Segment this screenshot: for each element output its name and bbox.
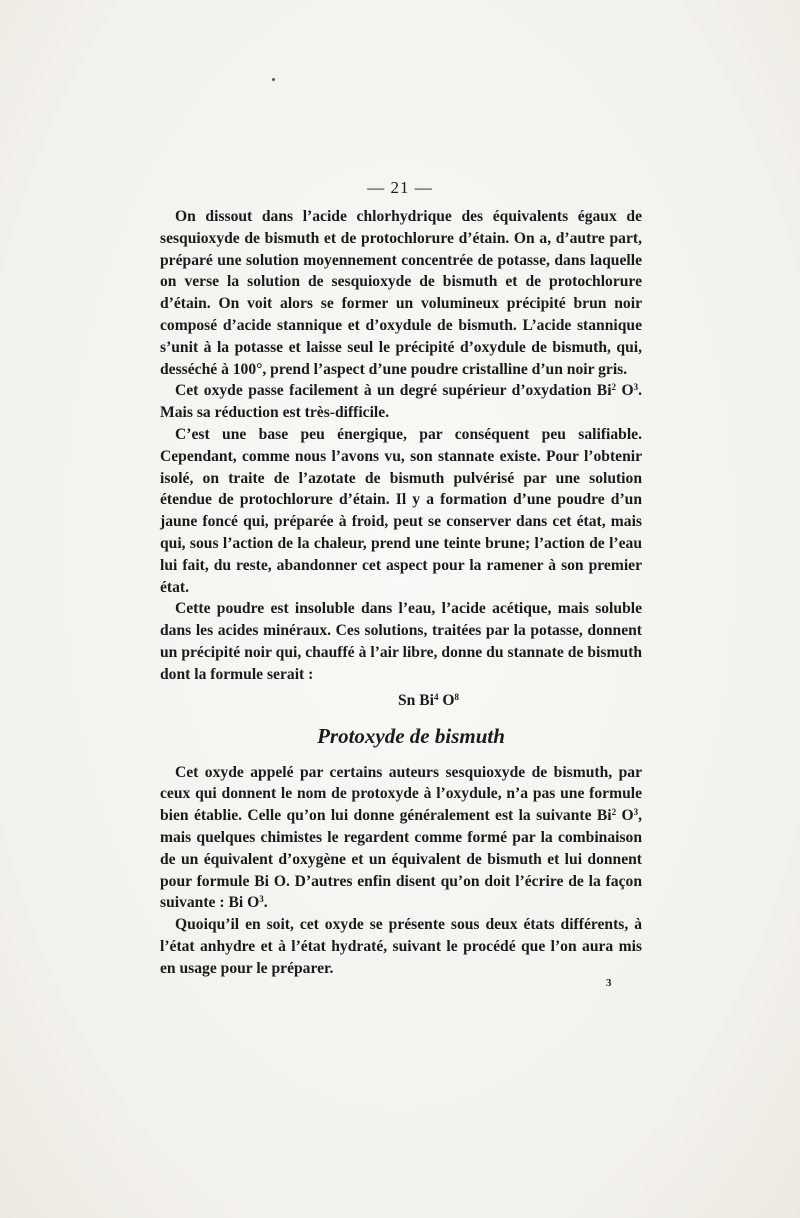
formula-o: O bbox=[438, 691, 455, 709]
oxidation-text-lead: Cet oxyde passe facilement à un degré supérieur d’oxydation Bi bbox=[175, 382, 612, 400]
protoxyde-text-lead: Cet oxyde appelé par certains auteurs sesquioxyde de bismuth, par ceux qui donnent le nom de protoxyde à l’oxydule, n’a pas une formule bien établie. Celle qu’on lui donne généralement est la suivante Bi bbox=[160, 763, 642, 825]
protoxyde-text-middle: , mais quelques chimistes le regardent comme formé par la combinaison de un équivalent d’oxygène et un équivalent de bismuth et lui donnent pour formule Bi O. D’autres enfin disent qu’on doit l’écrire de la façon suivante : Bi O bbox=[160, 807, 642, 912]
signature-mark: 3 bbox=[606, 977, 612, 989]
paper-speck bbox=[272, 78, 275, 81]
protoxyde-sub-c: 3 bbox=[259, 894, 264, 905]
oxidation-sub-b: 3 bbox=[633, 382, 639, 393]
protoxyde-sub-b: 3 bbox=[633, 807, 639, 818]
protoxyde-text-mid: O bbox=[616, 807, 634, 825]
paragraph-base: C’est une base peu énergique, par conséquent peu salifiable. Cependant, comme nous l’avons vu, son stannate existe. Pour l’obtenir isolé, on traite de l’azotate de bismuth pulvérisé par une solution étendue de protochlorure d’étain. Il y a formation d’une poudre d’un jaune foncé qui, préparée à froid, peut se conserver dans cet état, mais qui, sous l’action de la chaleur, prend une teinte brune; l’action de l’eau lui fait, du reste, abandonner cet aspect pour la ramener à son premier état. bbox=[160, 425, 642, 596]
page-number: — 21 — bbox=[367, 178, 433, 197]
stannate-formula bbox=[215, 690, 642, 712]
paragraph-states: Quoiqu’il en soit, cet oxyde se présente sous deux états différents, à l’état anhydre et à l’état hydraté, suivant le procédé que l’on aura mis en usage pour le préparer. bbox=[160, 916, 642, 977]
oxidation-text-mid: O bbox=[616, 382, 634, 400]
body-text bbox=[160, 206, 642, 980]
protoxyde-text-end: . bbox=[263, 894, 268, 912]
paragraph-preparation: On dissout dans l’acide chlorhydrique des équivalents égaux de sesquioxyde de bismuth et de protochlorure d’étain. On a, d’autre part, préparé une solution moyennement concentrée de potasse, dans laquelle on verse la solution de sesquioxyde de bismuth et de protochlorure d’étain. On voit alors se former un volumineux précipité brun noir composé d’acide stannique et d’oxydule de bismuth. L’acide stannique s’unit à la potasse et laisse seul le précipité d’oxydule de bismuth, qui, desséché à 100°, prend l’aspect d’une poudre cristalline d’un noir gris. bbox=[160, 208, 642, 378]
paragraph-solubility: Cette poudre est insoluble dans l’eau, l’acide acétique, mais soluble dans les acides minéraux. Ces solutions, traitées par la potasse, donnent un précipité noir qui, chauffé à l’air libre, donne du stannate de bismuth dont la formule serait : bbox=[160, 600, 642, 683]
formula-sn-bi: Sn Bi bbox=[397, 691, 434, 709]
protoxyde-sub-a: 2 bbox=[611, 807, 617, 818]
formula-sub-a: 4 bbox=[433, 691, 439, 702]
formula-sub-b: 8 bbox=[454, 691, 459, 702]
paragraph-protoxyde bbox=[160, 762, 642, 915]
paragraph-oxidation bbox=[160, 380, 642, 424]
oxidation-sub-a: 2 bbox=[611, 382, 617, 393]
section-heading: Protoxyde de bismuth bbox=[317, 723, 505, 748]
oxidation-text-tail: . Mais sa réduction est très-difficile. bbox=[160, 382, 642, 422]
